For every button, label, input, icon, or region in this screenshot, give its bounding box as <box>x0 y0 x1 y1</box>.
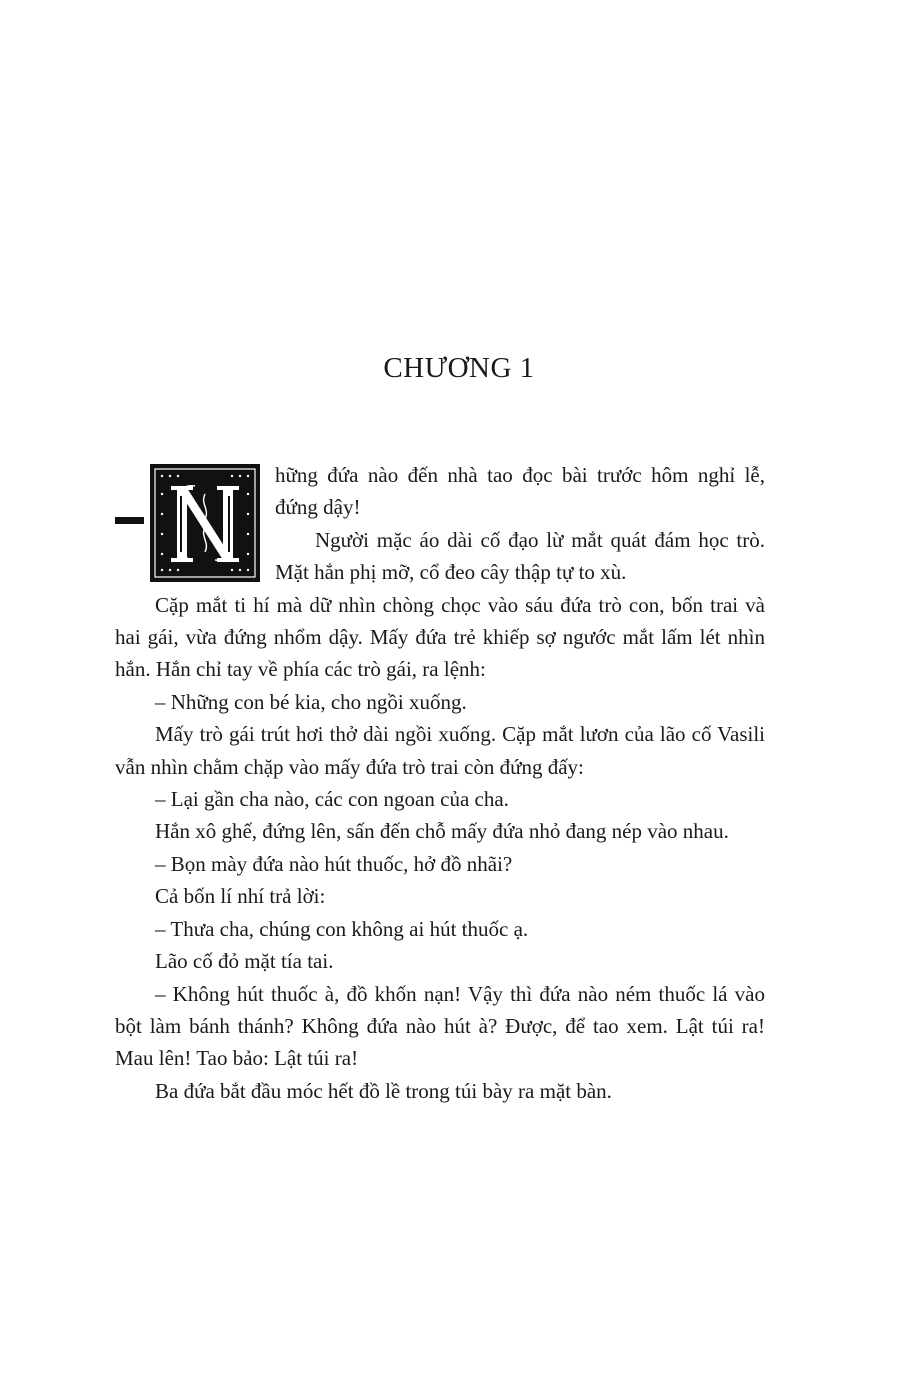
paragraph-1: hững đứa nào đến nhà tao đọc bài trước hôm nghỉ lễ, đứng dậy! <box>275 463 765 520</box>
paragraph-12: – Không hút thuốc à, đồ khốn nạn! Vậy thì đứa nào ném thuốc lá vào bột làm bánh thánh? Không đứa nào hút à? Được, để tao xem. Lật túi ra! Mau lên! Tao bảo: Lật túi ra! <box>115 981 765 1071</box>
paragraph-3: Cặp mắt ti hí mà dữ nhìn chòng chọc vào sáu đứa trò con, bốn trai và hai gái, vừa đứng nhổm dậy. Mấy đứa trẻ khiếp sợ ngước mắt lấm lét nhìn hắn. Hắn chỉ tay về phía các trò gái, ra lệnh: <box>115 592 765 682</box>
paragraph-5: Mấy trò gái trút hơi thở dài ngồi xuống. Cặp mắt lươn của lão cố Vasili vẫn nhìn chằm chặp vào mấy đứa trò trai còn đứng đấy: <box>115 722 765 779</box>
paragraph-9: Cả bốn lí nhí trả lời: <box>155 884 326 909</box>
paragraph-7: Hắn xô ghế, đứng lên, sấn đến chỗ mấy đứa nhỏ đang nép vào nhau. <box>155 819 729 844</box>
body-text <box>115 459 765 1107</box>
paragraph-8: – Bọn mày đứa nào hút thuốc, hở đồ nhãi? <box>155 851 513 876</box>
paragraph-13: Ba đứa bắt đầu móc hết đồ lề trong túi bày ra mặt bàn. <box>155 1078 612 1103</box>
paragraph-2: Người mặc áo dài cố đạo lừ mắt quát đám học trò. Mặt hắn phị mỡ, cổ đeo cây thập tự to xù. <box>275 527 765 585</box>
paragraph-10: – Thưa cha, chúng con không ai hút thuốc ạ. <box>155 916 529 941</box>
paragraph-11: Lão cố đỏ mặt tía tai. <box>155 949 334 974</box>
paragraph-6: – Lại gần cha nào, các con ngoan của cha. <box>155 787 509 812</box>
paragraph-4: – Những con bé kia, cho ngồi xuống. <box>155 689 467 714</box>
chapter-title: CHƯƠNG 1 <box>383 352 535 384</box>
